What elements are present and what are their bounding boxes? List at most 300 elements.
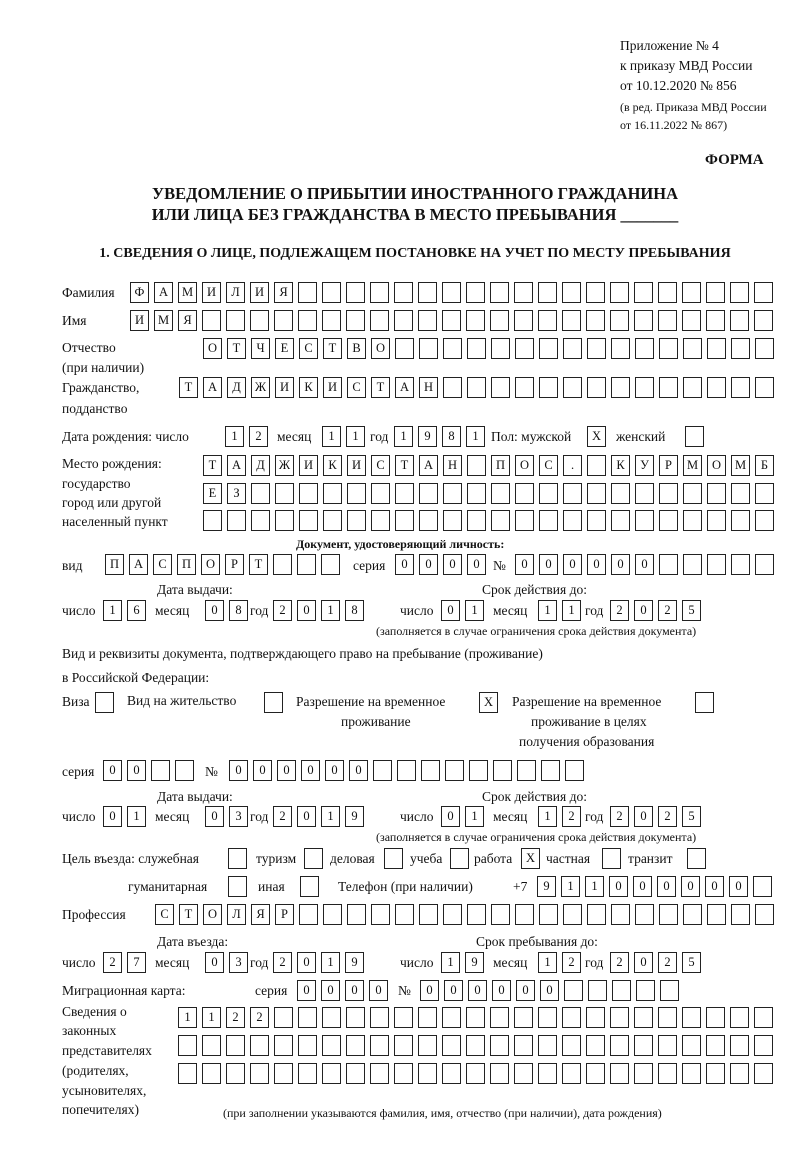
representatives-field-row2[interactable] <box>178 1035 778 1057</box>
char-cell[interactable] <box>346 1063 365 1084</box>
char-cell[interactable]: 0 <box>301 760 320 781</box>
char-cell[interactable] <box>730 282 749 303</box>
char-cell[interactable]: 0 <box>492 980 511 1001</box>
char-cell[interactable] <box>563 904 582 925</box>
birthplace-field-row2[interactable] <box>203 483 779 505</box>
char-cell[interactable]: 0 <box>587 554 606 575</box>
purpose-tourism-checkbox[interactable] <box>304 848 328 870</box>
char-cell[interactable]: 0 <box>705 876 724 897</box>
char-cell[interactable]: 9 <box>537 876 556 897</box>
char-cell[interactable] <box>323 904 342 925</box>
char-cell[interactable] <box>538 1035 557 1056</box>
char-cell[interactable] <box>660 980 679 1001</box>
char-cell[interactable] <box>250 1035 269 1056</box>
char-cell[interactable]: С <box>539 455 558 476</box>
char-cell[interactable] <box>707 904 726 925</box>
char-cell[interactable]: 0 <box>277 760 296 781</box>
char-cell[interactable] <box>538 1063 557 1084</box>
char-cell[interactable] <box>419 338 438 359</box>
char-cell[interactable]: И <box>202 282 221 303</box>
char-cell[interactable] <box>397 760 416 781</box>
char-cell[interactable] <box>395 904 414 925</box>
char-cell[interactable] <box>635 377 654 398</box>
char-cell[interactable]: Л <box>227 904 246 925</box>
char-cell[interactable] <box>490 282 509 303</box>
char-cell[interactable] <box>490 1063 509 1084</box>
char-cell[interactable] <box>539 483 558 504</box>
char-cell[interactable]: Н <box>443 455 462 476</box>
char-cell[interactable] <box>371 904 390 925</box>
char-cell[interactable] <box>541 760 560 781</box>
char-cell[interactable]: 0 <box>633 876 652 897</box>
char-cell[interactable] <box>538 282 557 303</box>
char-cell[interactable] <box>610 310 629 331</box>
char-cell[interactable] <box>514 1035 533 1056</box>
char-cell[interactable] <box>151 760 170 781</box>
char-cell[interactable] <box>755 483 774 504</box>
char-cell[interactable]: 0 <box>297 980 316 1001</box>
char-cell[interactable] <box>298 1035 317 1056</box>
char-cell[interactable] <box>299 904 318 925</box>
char-cell[interactable] <box>538 1007 557 1028</box>
char-cell[interactable] <box>586 1007 605 1028</box>
char-cell[interactable] <box>634 1035 653 1056</box>
char-cell[interactable] <box>517 760 536 781</box>
char-cell[interactable]: Р <box>659 455 678 476</box>
char-cell[interactable]: К <box>323 455 342 476</box>
char-cell[interactable] <box>586 310 605 331</box>
purpose-study-checkbox[interactable] <box>450 848 474 870</box>
char-cell[interactable] <box>394 310 413 331</box>
char-cell[interactable]: 2 <box>562 806 581 827</box>
purpose-humanitarian-checkbox[interactable] <box>228 876 252 898</box>
char-cell[interactable] <box>490 310 509 331</box>
char-cell[interactable] <box>659 338 678 359</box>
citizenship-field[interactable] <box>179 377 779 399</box>
char-cell[interactable]: Е <box>275 338 294 359</box>
entry-month-field[interactable] <box>205 952 253 974</box>
char-cell[interactable] <box>251 483 270 504</box>
char-cell[interactable] <box>466 1035 485 1056</box>
char-cell[interactable] <box>491 377 510 398</box>
char-cell[interactable]: 8 <box>345 600 364 621</box>
char-cell[interactable]: 0 <box>325 760 344 781</box>
stay-valid-month-field[interactable] <box>538 806 586 828</box>
char-cell[interactable] <box>659 510 678 531</box>
char-cell[interactable]: 0 <box>681 876 700 897</box>
char-cell[interactable] <box>419 510 438 531</box>
sex-female-checkbox[interactable] <box>685 426 709 448</box>
char-cell[interactable] <box>587 510 606 531</box>
char-cell[interactable] <box>250 310 269 331</box>
char-cell[interactable]: Я <box>274 282 293 303</box>
char-cell[interactable]: 8 <box>229 600 248 621</box>
char-cell[interactable] <box>611 483 630 504</box>
patronymic-field[interactable] <box>203 338 779 360</box>
char-cell[interactable]: 1 <box>394 426 413 447</box>
char-cell[interactable]: 0 <box>297 600 316 621</box>
id-series-field[interactable] <box>395 554 491 576</box>
char-cell[interactable] <box>370 282 389 303</box>
char-cell[interactable]: 5 <box>682 952 701 973</box>
char-cell[interactable] <box>443 377 462 398</box>
char-cell[interactable]: 0 <box>103 806 122 827</box>
char-cell[interactable]: 1 <box>178 1007 197 1028</box>
char-cell[interactable]: А <box>203 377 222 398</box>
char-cell[interactable]: 1 <box>103 600 122 621</box>
char-cell[interactable] <box>730 310 749 331</box>
char-cell[interactable] <box>493 760 512 781</box>
char-cell[interactable] <box>346 1035 365 1056</box>
char-cell[interactable] <box>754 282 773 303</box>
char-cell[interactable] <box>731 510 750 531</box>
checkbox-cell[interactable] <box>695 692 714 713</box>
char-cell[interactable] <box>298 310 317 331</box>
purpose-private-checkbox[interactable] <box>602 848 626 870</box>
char-cell[interactable] <box>683 904 702 925</box>
id-issue-day-field[interactable] <box>103 600 151 622</box>
char-cell[interactable]: 0 <box>103 760 122 781</box>
char-cell[interactable]: Я <box>178 310 197 331</box>
stay-month-field[interactable] <box>538 952 586 974</box>
char-cell[interactable]: 1 <box>562 600 581 621</box>
char-cell[interactable]: 5 <box>682 806 701 827</box>
stay-valid-day-field[interactable] <box>441 806 489 828</box>
char-cell[interactable] <box>226 1063 245 1084</box>
id-issue-year-field[interactable] <box>273 600 369 622</box>
migration-series-field[interactable] <box>297 980 393 1002</box>
char-cell[interactable]: 1 <box>538 952 557 973</box>
char-cell[interactable] <box>753 876 772 897</box>
char-cell[interactable] <box>275 510 294 531</box>
char-cell[interactable] <box>659 377 678 398</box>
char-cell[interactable] <box>467 904 486 925</box>
char-cell[interactable] <box>321 554 340 575</box>
char-cell[interactable] <box>273 554 292 575</box>
char-cell[interactable] <box>443 483 462 504</box>
stay-number-field[interactable] <box>229 760 589 782</box>
char-cell[interactable]: М <box>683 455 702 476</box>
char-cell[interactable]: И <box>250 282 269 303</box>
char-cell[interactable]: 0 <box>369 980 388 1001</box>
char-cell[interactable] <box>467 483 486 504</box>
char-cell[interactable]: Р <box>275 904 294 925</box>
char-cell[interactable] <box>178 1035 197 1056</box>
char-cell[interactable]: Т <box>203 455 222 476</box>
char-cell[interactable]: 2 <box>273 600 292 621</box>
char-cell[interactable]: Т <box>179 904 198 925</box>
char-cell[interactable] <box>227 510 246 531</box>
char-cell[interactable] <box>466 1007 485 1028</box>
char-cell[interactable]: 2 <box>658 600 677 621</box>
char-cell[interactable]: 1 <box>465 806 484 827</box>
char-cell[interactable] <box>634 1007 653 1028</box>
char-cell[interactable] <box>250 1063 269 1084</box>
char-cell[interactable] <box>635 483 654 504</box>
char-cell[interactable]: 0 <box>609 876 628 897</box>
char-cell[interactable] <box>443 510 462 531</box>
char-cell[interactable]: 1 <box>321 806 340 827</box>
char-cell[interactable]: А <box>154 282 173 303</box>
char-cell[interactable] <box>491 483 510 504</box>
char-cell[interactable] <box>298 282 317 303</box>
char-cell[interactable] <box>658 310 677 331</box>
char-cell[interactable] <box>226 1035 245 1056</box>
char-cell[interactable] <box>706 310 725 331</box>
char-cell[interactable]: 1 <box>538 600 557 621</box>
char-cell[interactable]: Е <box>203 483 222 504</box>
char-cell[interactable]: Д <box>227 377 246 398</box>
char-cell[interactable] <box>634 310 653 331</box>
char-cell[interactable]: 1 <box>561 876 580 897</box>
char-cell[interactable] <box>755 510 774 531</box>
birthplace-field-row1[interactable] <box>203 455 779 477</box>
char-cell[interactable] <box>299 483 318 504</box>
migration-number-field[interactable] <box>420 980 684 1002</box>
char-cell[interactable] <box>731 554 750 575</box>
char-cell[interactable] <box>610 1007 629 1028</box>
char-cell[interactable] <box>466 310 485 331</box>
char-cell[interactable]: 0 <box>729 876 748 897</box>
char-cell[interactable] <box>322 282 341 303</box>
char-cell[interactable] <box>658 1063 677 1084</box>
char-cell[interactable] <box>730 1007 749 1028</box>
char-cell[interactable]: 0 <box>468 980 487 1001</box>
char-cell[interactable] <box>515 904 534 925</box>
id-issue-month-field[interactable] <box>205 600 253 622</box>
char-cell[interactable] <box>419 483 438 504</box>
char-cell[interactable] <box>202 1035 221 1056</box>
char-cell[interactable]: Л <box>226 282 245 303</box>
char-cell[interactable] <box>683 377 702 398</box>
char-cell[interactable]: 2 <box>610 600 629 621</box>
char-cell[interactable]: 1 <box>346 426 365 447</box>
char-cell[interactable] <box>706 1035 725 1056</box>
checkbox-cell[interactable] <box>228 848 247 869</box>
char-cell[interactable]: 0 <box>205 952 224 973</box>
char-cell[interactable]: 0 <box>657 876 676 897</box>
char-cell[interactable] <box>562 282 581 303</box>
char-cell[interactable] <box>490 1035 509 1056</box>
char-cell[interactable] <box>587 455 606 476</box>
char-cell[interactable] <box>634 282 653 303</box>
char-cell[interactable]: 2 <box>610 952 629 973</box>
char-cell[interactable]: 0 <box>253 760 272 781</box>
birth-month-field[interactable] <box>322 426 370 448</box>
char-cell[interactable] <box>419 904 438 925</box>
char-cell[interactable]: 9 <box>465 952 484 973</box>
stay-day-field[interactable] <box>441 952 489 974</box>
char-cell[interactable]: О <box>515 455 534 476</box>
char-cell[interactable]: И <box>299 455 318 476</box>
char-cell[interactable] <box>562 1063 581 1084</box>
stay-valid-year-field[interactable] <box>610 806 706 828</box>
char-cell[interactable]: В <box>347 338 366 359</box>
char-cell[interactable] <box>610 282 629 303</box>
char-cell[interactable]: 7 <box>127 952 146 973</box>
char-cell[interactable] <box>443 338 462 359</box>
birthplace-field-row3[interactable] <box>203 510 779 532</box>
char-cell[interactable]: 2 <box>103 952 122 973</box>
char-cell[interactable] <box>322 1007 341 1028</box>
char-cell[interactable]: . <box>563 455 582 476</box>
char-cell[interactable] <box>442 310 461 331</box>
checkbox-cell[interactable] <box>450 848 469 869</box>
char-cell[interactable]: Ф <box>130 282 149 303</box>
char-cell[interactable] <box>275 483 294 504</box>
id-number-field[interactable] <box>515 554 779 576</box>
char-cell[interactable]: Т <box>179 377 198 398</box>
char-cell[interactable] <box>707 554 726 575</box>
char-cell[interactable]: И <box>323 377 342 398</box>
char-cell[interactable] <box>731 904 750 925</box>
char-cell[interactable] <box>370 310 389 331</box>
checkbox-cell[interactable]: X <box>521 848 540 869</box>
char-cell[interactable]: 1 <box>127 806 146 827</box>
char-cell[interactable]: 0 <box>443 554 462 575</box>
char-cell[interactable]: 1 <box>466 426 485 447</box>
char-cell[interactable] <box>562 310 581 331</box>
char-cell[interactable] <box>442 1063 461 1084</box>
char-cell[interactable] <box>706 1007 725 1028</box>
checkbox-cell[interactable] <box>300 876 319 897</box>
sex-male-checkbox[interactable] <box>587 426 611 448</box>
char-cell[interactable] <box>755 377 774 398</box>
char-cell[interactable]: А <box>227 455 246 476</box>
char-cell[interactable] <box>373 760 392 781</box>
char-cell[interactable] <box>539 904 558 925</box>
char-cell[interactable] <box>586 1035 605 1056</box>
char-cell[interactable] <box>611 377 630 398</box>
char-cell[interactable] <box>395 483 414 504</box>
char-cell[interactable]: 1 <box>538 806 557 827</box>
char-cell[interactable] <box>539 510 558 531</box>
char-cell[interactable] <box>443 904 462 925</box>
char-cell[interactable]: Т <box>395 455 414 476</box>
char-cell[interactable]: К <box>299 377 318 398</box>
purpose-official-checkbox[interactable] <box>228 848 252 870</box>
name-field[interactable] <box>130 310 778 332</box>
checkbox-cell[interactable]: X <box>587 426 606 447</box>
char-cell[interactable] <box>755 554 774 575</box>
char-cell[interactable] <box>636 980 655 1001</box>
char-cell[interactable] <box>394 1007 413 1028</box>
char-cell[interactable]: О <box>707 455 726 476</box>
char-cell[interactable] <box>515 338 534 359</box>
char-cell[interactable] <box>274 1035 293 1056</box>
char-cell[interactable] <box>274 1007 293 1028</box>
char-cell[interactable] <box>466 1063 485 1084</box>
char-cell[interactable] <box>514 1063 533 1084</box>
char-cell[interactable]: 1 <box>441 952 460 973</box>
char-cell[interactable] <box>226 310 245 331</box>
char-cell[interactable]: Ж <box>275 455 294 476</box>
char-cell[interactable] <box>442 1007 461 1028</box>
char-cell[interactable] <box>707 377 726 398</box>
checkbox-cell[interactable] <box>685 426 704 447</box>
char-cell[interactable] <box>586 1063 605 1084</box>
checkbox-cell[interactable] <box>384 848 403 869</box>
char-cell[interactable]: 2 <box>273 806 292 827</box>
char-cell[interactable] <box>754 310 773 331</box>
char-cell[interactable] <box>394 1063 413 1084</box>
representatives-field-row1[interactable] <box>178 1007 778 1029</box>
char-cell[interactable] <box>635 338 654 359</box>
checkbox-cell[interactable] <box>264 692 283 713</box>
char-cell[interactable] <box>298 1007 317 1028</box>
char-cell[interactable] <box>394 282 413 303</box>
char-cell[interactable] <box>562 1035 581 1056</box>
char-cell[interactable] <box>611 510 630 531</box>
char-cell[interactable]: 0 <box>419 554 438 575</box>
char-cell[interactable] <box>178 1063 197 1084</box>
char-cell[interactable]: 0 <box>634 600 653 621</box>
char-cell[interactable]: С <box>153 554 172 575</box>
char-cell[interactable]: 1 <box>322 426 341 447</box>
char-cell[interactable] <box>610 1035 629 1056</box>
char-cell[interactable]: 1 <box>202 1007 221 1028</box>
char-cell[interactable] <box>682 1063 701 1084</box>
char-cell[interactable] <box>371 510 390 531</box>
char-cell[interactable]: 1 <box>465 600 484 621</box>
char-cell[interactable] <box>442 282 461 303</box>
char-cell[interactable]: 9 <box>345 806 364 827</box>
char-cell[interactable] <box>611 904 630 925</box>
char-cell[interactable] <box>659 904 678 925</box>
stay-issue-month-field[interactable] <box>205 806 253 828</box>
char-cell[interactable] <box>347 904 366 925</box>
char-cell[interactable] <box>587 483 606 504</box>
entry-day-field[interactable] <box>103 952 151 974</box>
char-cell[interactable] <box>467 338 486 359</box>
char-cell[interactable] <box>322 1035 341 1056</box>
char-cell[interactable] <box>203 510 222 531</box>
char-cell[interactable]: 0 <box>420 980 439 1001</box>
char-cell[interactable]: Ж <box>251 377 270 398</box>
char-cell[interactable] <box>346 1007 365 1028</box>
char-cell[interactable] <box>659 554 678 575</box>
char-cell[interactable] <box>707 483 726 504</box>
profession-field[interactable] <box>155 904 779 926</box>
char-cell[interactable]: И <box>347 455 366 476</box>
char-cell[interactable]: 0 <box>635 554 654 575</box>
char-cell[interactable] <box>175 760 194 781</box>
char-cell[interactable] <box>731 377 750 398</box>
char-cell[interactable] <box>563 338 582 359</box>
char-cell[interactable] <box>755 338 774 359</box>
char-cell[interactable]: 0 <box>441 806 460 827</box>
char-cell[interactable] <box>491 338 510 359</box>
char-cell[interactable] <box>682 1035 701 1056</box>
visa-checkbox[interactable] <box>95 692 119 714</box>
char-cell[interactable] <box>635 904 654 925</box>
char-cell[interactable]: С <box>347 377 366 398</box>
char-cell[interactable] <box>658 1007 677 1028</box>
char-cell[interactable]: С <box>371 455 390 476</box>
char-cell[interactable] <box>323 510 342 531</box>
char-cell[interactable]: 0 <box>297 952 316 973</box>
char-cell[interactable] <box>322 1063 341 1084</box>
char-cell[interactable] <box>466 282 485 303</box>
char-cell[interactable]: Я <box>251 904 270 925</box>
char-cell[interactable] <box>658 1035 677 1056</box>
char-cell[interactable] <box>421 760 440 781</box>
char-cell[interactable] <box>467 377 486 398</box>
checkbox-cell[interactable] <box>304 848 323 869</box>
char-cell[interactable] <box>539 377 558 398</box>
char-cell[interactable]: 0 <box>395 554 414 575</box>
char-cell[interactable]: Р <box>225 554 244 575</box>
